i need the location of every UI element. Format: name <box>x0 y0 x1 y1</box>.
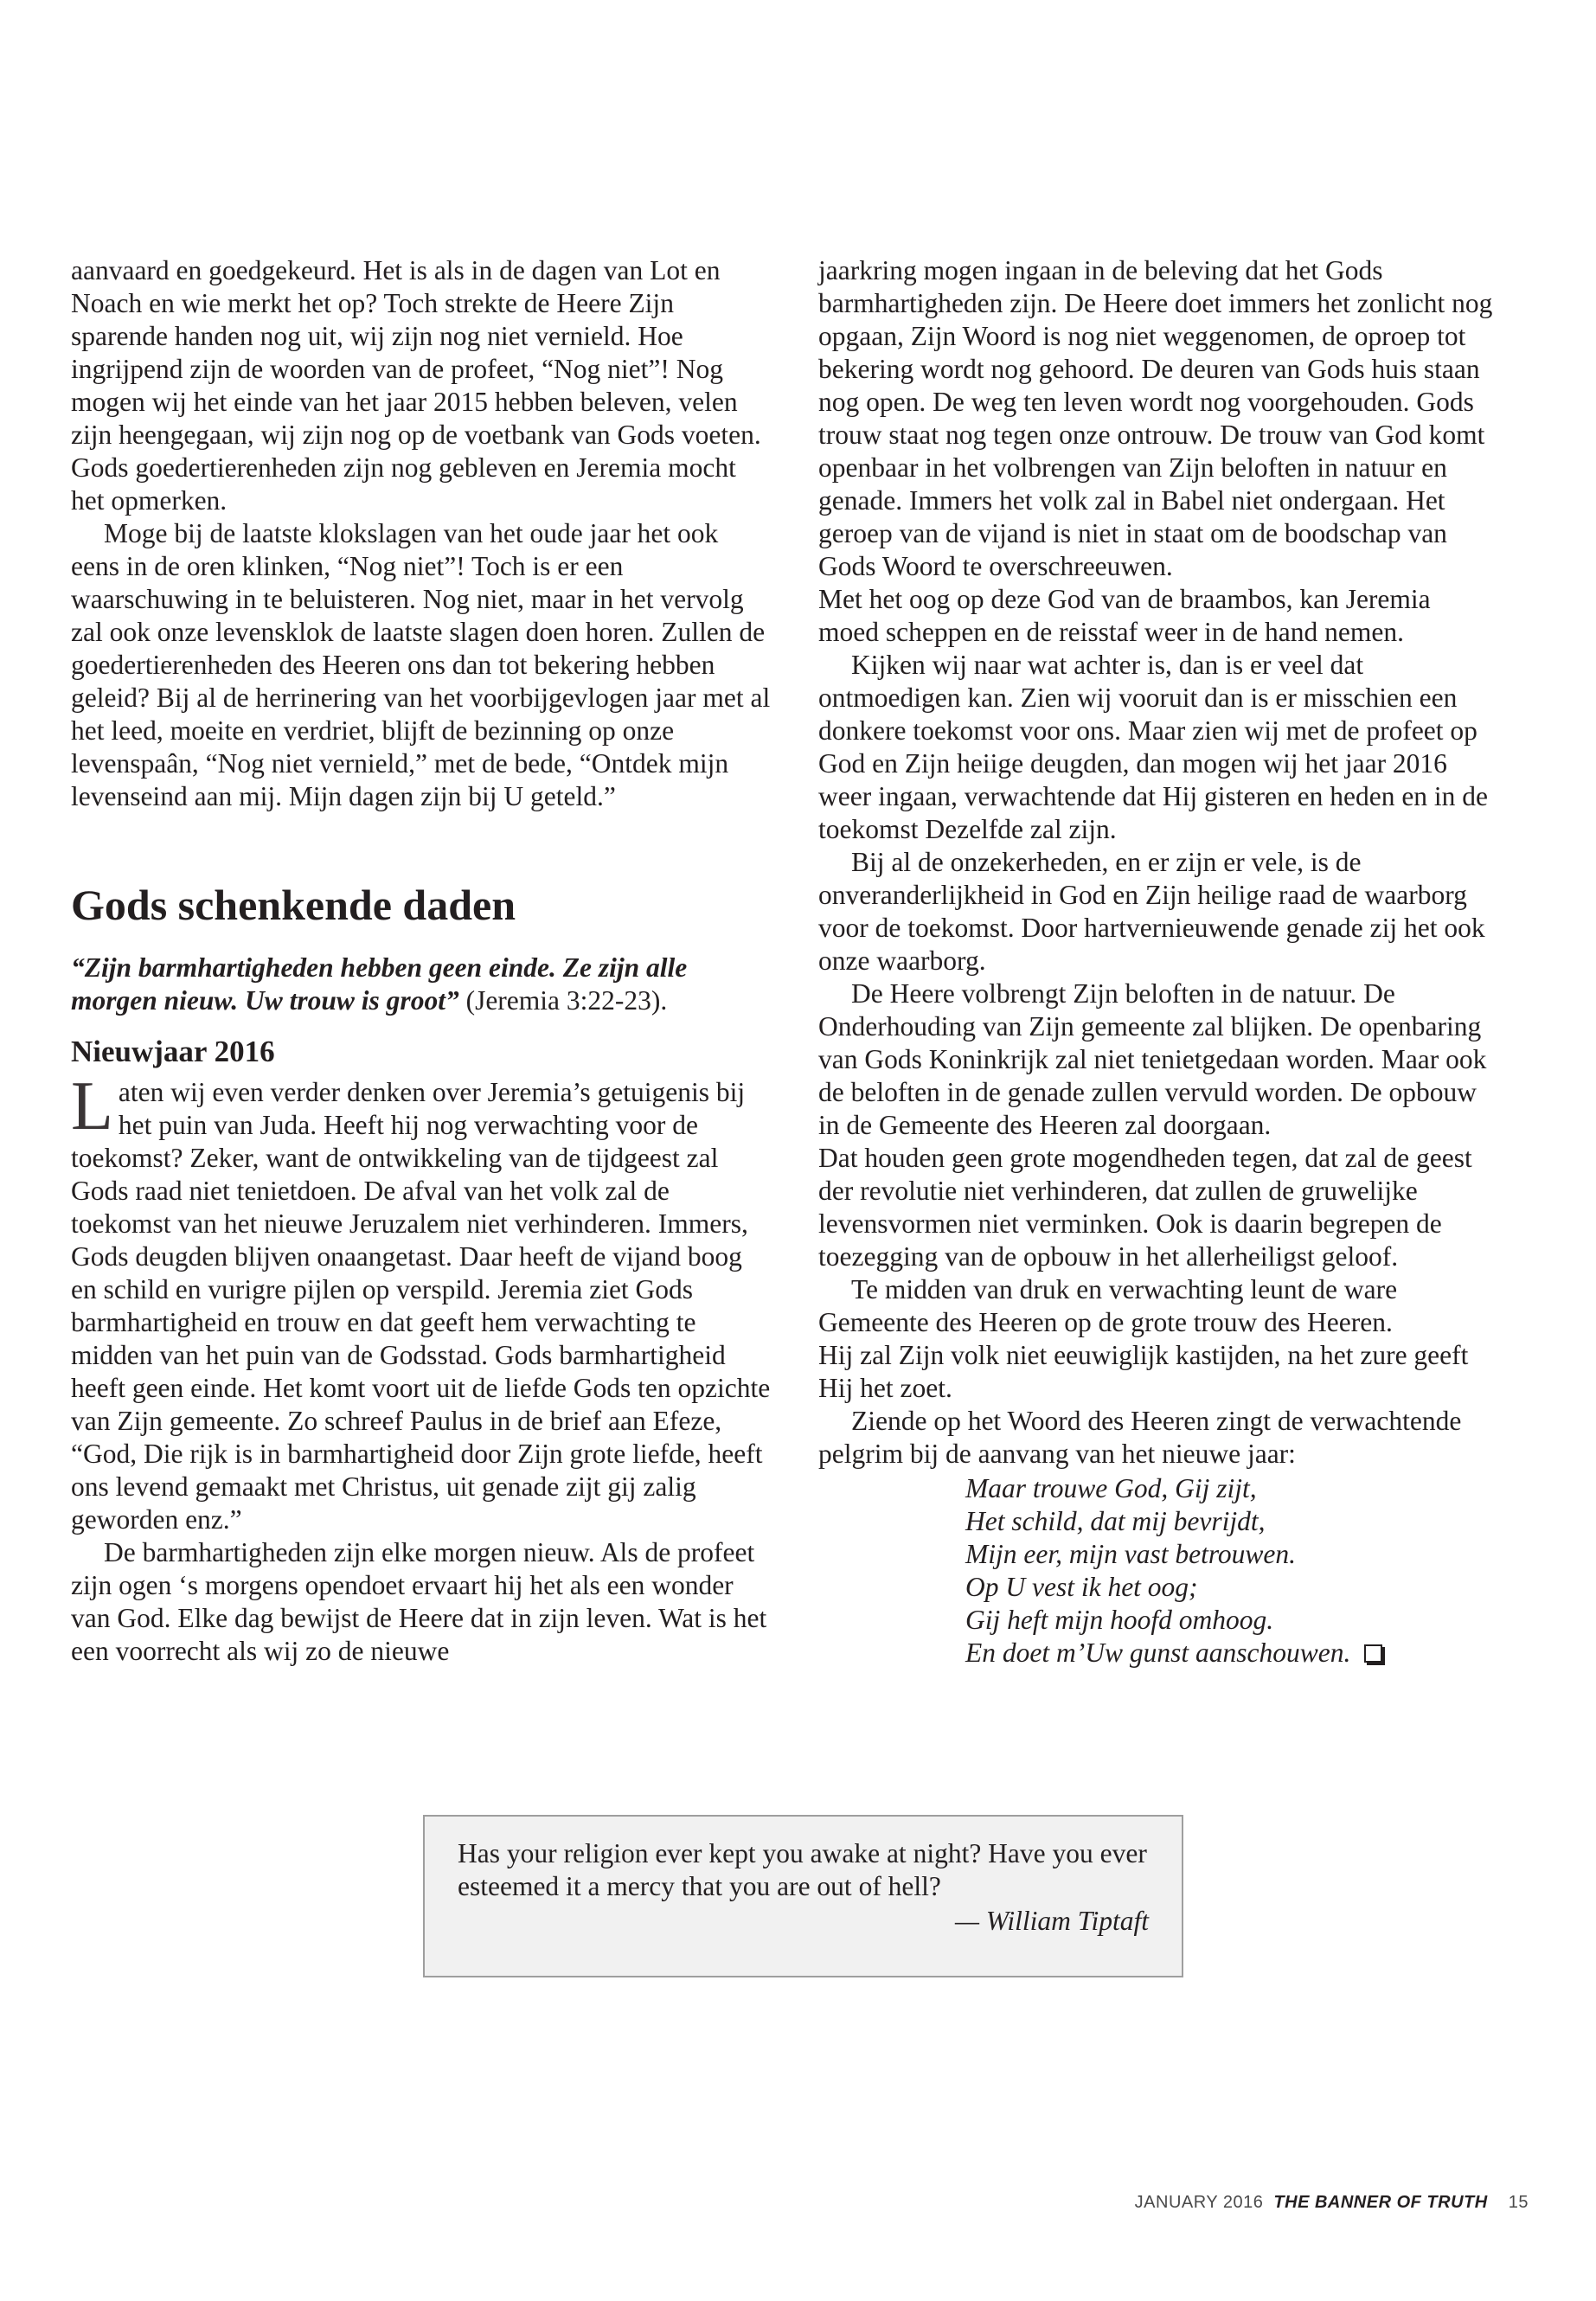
drop-cap: L <box>71 1068 113 1144</box>
poem-line: Op U vest ik het oog; <box>965 1572 1198 1602</box>
poem-line: Het schild, dat mij bevrijdt, <box>965 1506 1266 1536</box>
poem-line-last <box>965 1637 1493 1670</box>
poem-line: Gij heft mijn hoofd omhoog. <box>965 1605 1274 1635</box>
paragraph: jaarkring mogen ingaan in de beleving dat het Gods barmhartigheden zijn. De Heere doet immers het zonlicht nog opgaan, Zijn Woord is nog niet weggenomen, de oproep tot bekering wordt nog gehoord. De deuren van Gods huis staan nog open. De weg ten leven wordt nog voorgehouden. Gods trouw staat nog tegen onze ontrouw. De trouw van God komt openbaar in het volbrengen van Zijn beloften in natuur en genade. Immers het volk zal in Babel niet ondergaan. Het geroep van de vijand is niet in staat om de boodschap van Gods Woord te overschreeuwen. <box>818 255 1493 581</box>
paragraph: Hij zal Zijn volk niet eeuwiglijk kastijden, na het zure geeft Hij het zoet. <box>818 1340 1469 1403</box>
poem-line: Mijn eer, mijn vast betrouwen. <box>965 1539 1297 1569</box>
quote-box <box>423 1815 1183 1977</box>
paragraph-text: aten wij even verder denken over Jeremia’s getuigenis bij het puin van Juda. Heeft hij nog verwachting voor de toekomst? Zeker, want de ontwikkeling van de tijdgeest zal Gods raad niet tenietdoen. De afval van het volk zal de toekomst van het nieuwe Jeruzalem niet verhinderen. Immers, Gods deugden blijven onaangetast. Daar heeft de vijand boog en schild en vurigre pijlen op verspild. Jeremia ziet Gods barmhartigheid en trouw en dat geeft hem verwachting te midden van het puin van de Godsstad. Gods barmhartigheid heeft geen einde. Het komt voort uit de liefde Gods ten opzichte van Zijn gemeente. Zo schreef Paulus in de brief aan Efeze, “God, Die rijk is in barmhartigheid door Zijn grote liefde, heeft ons levend gemaakt met Christus, uit genade zijt gij zalig geworden enz.” <box>71 1077 771 1535</box>
paragraph: De barmhartigheden zijn elke morgen nieuw. Als de profeet zijn ogen ‘s morgens opendoet ervaart hij het als een wonder van God. Elke dag bewijst de Heere dat in zijn leven. Wat is het een voorrecht als wij zo de nieuwe <box>71 1537 767 1666</box>
quote-text: Has your religion ever kept you awake at night? Have you ever esteemed it a mercy that you are out of hell? <box>458 1838 1147 1901</box>
poem-line: En doet m’Uw gunst aanschouwen. <box>965 1638 1351 1668</box>
subheading: Nieuwjaar 2016 <box>71 1035 275 1068</box>
left-column <box>71 254 772 1668</box>
paragraph: Te midden van druk en verwachting leunt de ware Gemeente des Heeren op de grote trouw des Heeren. <box>818 1274 1398 1337</box>
paragraph: Kijken wij naar wat achter is, dan is er veel dat ontmoedigen kan. Zien wij vooruit dan is er misschien een donkere toekomst voor ons. Maar zien wij met de profeet op God en Zijn heiige deugden, dan mogen wij het jaar 2016 weer ingaan, verwachtende dat Hij gisteren en heden en in de toekomst Dezelfde zal zijn. <box>818 650 1489 844</box>
section-heading: Gods schenkende daden <box>71 881 516 929</box>
scripture-reference: (Jeremia 3:22-23). <box>458 985 668 1016</box>
paragraph: Met het oog op deze God van de braambos, kan Jeremia moed scheppen en de reisstaf weer in de hand nemen. <box>818 584 1431 647</box>
paragraph: Bij al de onzekerheden, en er zijn er vele, is de onveranderlijkheid in God en Zijn heilige raad de waarborg voor de toekomst. Door hartvernieuwende genade zij het ook onze waarborg. <box>818 847 1485 976</box>
paragraph: Dat houden geen grote mogendheden tegen, dat zal de geest der revolutie niet verhinderen, dat zullen de gruwelijke levensvormen niet verminken. Ook is daarin begrepen de toezegging van de opbouw in het allerheiligst geloof. <box>818 1143 1472 1272</box>
poem <box>965 1472 1493 1670</box>
scripture-quote-text: “Zijn barmhartigheden hebben geen einde. Ze zijn alle morgen nieuw. Uw trouw is groot” <box>71 952 688 1016</box>
page-footer <box>1135 2193 1529 2213</box>
page-number: 15 <box>1508 2193 1529 2212</box>
scripture-quote <box>71 952 772 1017</box>
paragraph: Ziende op het Woord des Heeren zingt de verwachtende pelgrim bij de aanvang van het nieuwe jaar: <box>818 1406 1462 1469</box>
poem-line: Maar trouwe God, Gij zijt, <box>965 1473 1257 1503</box>
paragraph <box>71 1068 772 1536</box>
publication-title: THE BANNER OF TRUTH <box>1273 2193 1488 2212</box>
paragraph: De Heere volbrengt Zijn beloften in de natuur. De Onderhouding van Zijn gemeente zal blijken. De openbaring van Gods Koninkrijk zal niet tenietgedaan worden. Maar ook de beloften in de genade zullen vervuld worden. De opbouw in de Gemeente des Heeren zal doorgaan. <box>818 978 1487 1140</box>
issue-date: JANUARY 2016 <box>1134 2193 1264 2212</box>
paragraph: aanvaard en goedgekeurd. Het is als in de dagen van Lot en Noach en wie merkt het op? Toch strekte de Heere Zijn sparende handen nog uit, wij zijn nog niet vernield. Hoe ingrijpend zijn de woorden van de profeet, “Nog niet”! Nog mogen wij het einde van het jaar 2015 hebben beleven, velen zijn heengegaan, wij zijn nog op de voetbank van Gods voeten. Gods goedertierenheden zijn nog gebleven en Jeremia mocht het opmerken. <box>71 255 761 516</box>
paragraph: Moge bij de laatste klokslagen van het oude jaar het ook eens in de oren klinken, “Nog niet”! Toch is er een waarschuwing in te beluisteren. Nog niet, maar in het vervolg zal ook onze levensklok de laatste slagen doen horen. Zullen de goedertierenheden des Heeren ons dan tot bekering hebben geleid? Bij al de herrinering van het voorbijgevlogen jaar met al het leed, moeite en verdriet, blijft de bezinning op onze levenspaân, “Nog niet vernield,” met de bede, “Ontdek mijn levenseind aan mij. Mijn dagen zijn bij U geteld.” <box>71 518 771 811</box>
quote-attribution: — William Tiptaft <box>954 1906 1149 1936</box>
end-of-article-icon <box>1364 1644 1382 1663</box>
right-column <box>818 254 1493 1670</box>
